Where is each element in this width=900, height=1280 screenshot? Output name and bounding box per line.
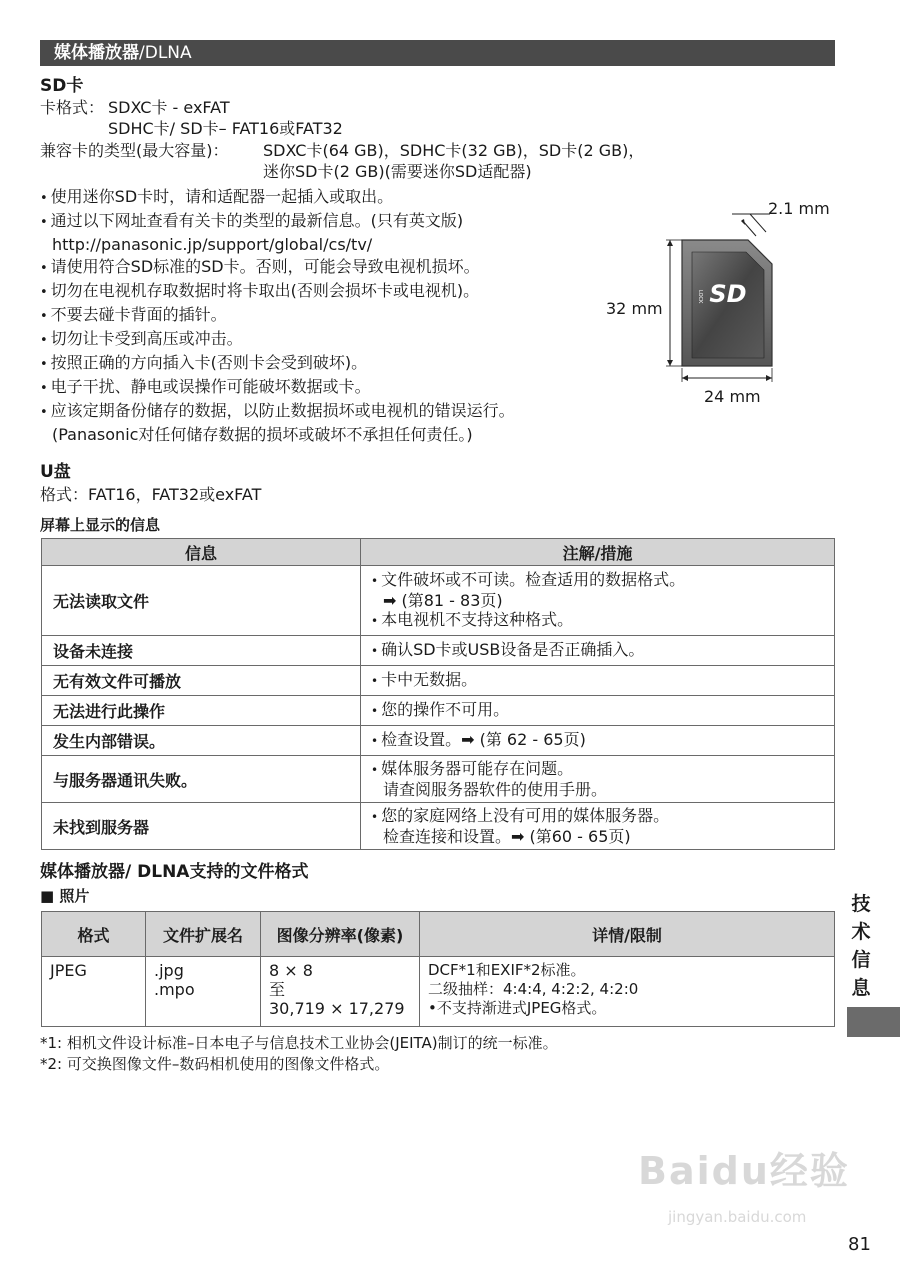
dim-height-label: 32 mm	[606, 299, 663, 318]
message-name: 设备未连接	[42, 636, 361, 666]
sd-bullet: • 电子干扰、静电或误操作可能破坏数据或卡。	[40, 376, 640, 400]
format-detail: DCF*1和EXIF*2标准。	[428, 961, 586, 979]
table-row	[42, 957, 835, 1027]
format-res: 至	[269, 980, 286, 999]
table-row	[42, 666, 835, 696]
dim-thickness-label: 2.1 mm	[768, 199, 830, 218]
table-row	[42, 636, 835, 666]
message-note: • 文件破坏或不可读。检查适用的数据格式。	[371, 570, 828, 591]
message-name: 未找到服务器	[42, 803, 361, 850]
sd-compat-line1: SDXC卡(64 GB)，SDHC卡(32 GB)，SD卡(2 GB)，	[263, 141, 645, 160]
sd-bullet-list	[40, 186, 640, 446]
formats-subtitle: ■ 照片	[40, 887, 90, 905]
table-row	[42, 566, 835, 636]
sd-bullet: • 不要去碰卡背面的插针。	[40, 304, 640, 328]
format-detail: •不支持渐进式JPEG格式。	[428, 999, 607, 1017]
message-name: 无法读取文件	[42, 566, 361, 636]
formats-col-header: 文件扩展名	[146, 912, 261, 957]
table-row	[42, 726, 835, 756]
message-name: 与服务器通讯失败。	[42, 756, 361, 803]
watermark-logo: Baidu经验	[638, 1149, 850, 1193]
format-res: 8 × 8	[269, 961, 313, 980]
side-tab-char: 息	[851, 977, 871, 999]
usb-title: U盘	[40, 462, 71, 482]
message-note: 检查连接和设置。➡ (第60 - 65页)	[383, 827, 631, 846]
page-number: 81	[848, 1234, 871, 1255]
messages-col-header: 注解/措施	[361, 539, 835, 566]
message-name: 无法进行此操作	[42, 696, 361, 726]
section-title-en: DLNA	[144, 43, 192, 63]
sd-logo-icon: SD	[709, 280, 747, 308]
sd-bullet: • 切勿在电视机存取数据时将卡取出(否则会损坏卡或电视机)。	[40, 280, 640, 304]
messages-title: 屏幕上显示的信息	[40, 516, 161, 534]
message-name: 发生内部错误。	[42, 726, 361, 756]
table-row	[42, 696, 835, 726]
message-note: • 确认SD卡或USB设备是否正确插入。	[371, 640, 828, 661]
message-note: • 本电视机不支持这种格式。	[371, 610, 828, 631]
usb-format: 格式：FAT16，FAT32或exFAT	[40, 485, 262, 504]
dim-width-label: 24 mm	[704, 387, 761, 406]
sd-bullet: • 应该定期备份储存的数据，以防止数据损坏或电视机的错误运行。	[40, 400, 640, 424]
sd-format-line1: SDXC卡 - exFAT	[108, 98, 230, 117]
format-ext: .jpg	[154, 961, 184, 980]
message-note: • 卡中无数据。	[371, 670, 828, 691]
message-note: 请查阅服务器软件的使用手册。	[383, 780, 608, 799]
footnote: *2: 可交换图像文件–数码相机使用的图像文件格式。	[40, 1055, 390, 1073]
sd-compat-label: 兼容卡的类型(最大容量)：	[40, 141, 229, 160]
format-name: JPEG	[42, 957, 146, 1027]
formats-title: 媒体播放器/ DLNA支持的文件格式	[40, 862, 309, 882]
formats-col-header: 格式	[42, 912, 146, 957]
sd-bullet: • 使用迷你SD卡时，请和适配器一起插入或取出。	[40, 186, 640, 210]
message-note: • 媒体服务器可能存在问题。	[371, 759, 828, 780]
side-tab-char: 术	[851, 921, 871, 943]
sd-format-line2: SDHC卡/ SD卡– FAT16或FAT32	[108, 119, 343, 138]
sd-bullet: • 按照正确的方向插入卡(否则卡会受到破坏)。	[40, 352, 640, 376]
table-row	[42, 803, 835, 850]
side-tab-label	[850, 890, 872, 1002]
message-note: • 您的家庭网络上没有可用的媒体服务器。	[371, 806, 828, 827]
message-note: • 检查设置。➡ (第 62 - 65页)	[371, 730, 828, 751]
formats-col-header: 图像分辨率(像素)	[261, 912, 420, 957]
sd-bullet: • 请使用符合SD标准的SD卡。否则，可能会导致电视机损坏。	[40, 256, 640, 280]
sd-url: http://panasonic.jp/support/global/cs/tv/	[52, 235, 373, 254]
format-ext: .mpo	[154, 980, 195, 999]
sd-compat-line2: 迷你SD卡(2 GB)(需要迷你SD适配器)	[263, 162, 532, 181]
formats-table	[41, 911, 835, 1027]
side-tab-char: 技	[851, 893, 871, 915]
sd-lock-text: LOCK	[697, 290, 703, 304]
formats-col-header: 详情/限制	[420, 912, 835, 957]
table-row	[42, 756, 835, 803]
side-tab-char: 信	[851, 949, 871, 971]
sd-title: SD卡	[40, 76, 84, 96]
sd-disclaimer: (Panasonic对任何储存数据的损坏或破坏不承担任何责任。)	[52, 425, 473, 444]
format-detail: 二级抽样：4:4:4, 4:2:2, 4:2:0	[428, 980, 639, 998]
sd-bullet: • 通过以下网址查看有关卡的类型的最新信息。(只有英文版)	[40, 210, 640, 234]
side-tab-marker	[847, 1007, 900, 1037]
format-res: 30,719 × 17,279	[269, 999, 405, 1018]
section-title-sep: /	[139, 43, 145, 63]
messages-col-header: 信息	[42, 539, 361, 566]
sd-format-label: 卡格式：	[40, 98, 105, 117]
sd-bullet: • 切勿让卡受到高压或冲击。	[40, 328, 640, 352]
footnote: *1: 相机文件设计标准–日本电子与信息技术工业协会(JEITA)制订的统一标准。	[40, 1034, 558, 1052]
watermark-url: jingyan.baidu.com	[668, 1208, 807, 1226]
section-title-cn: 媒体播放器	[54, 43, 139, 63]
section-header	[40, 40, 835, 66]
message-name: 无有效文件可播放	[42, 666, 361, 696]
messages-table	[41, 538, 835, 850]
message-note: • 您的操作不可用。	[371, 700, 828, 721]
message-note: ➡ (第81 - 83页)	[383, 591, 503, 610]
